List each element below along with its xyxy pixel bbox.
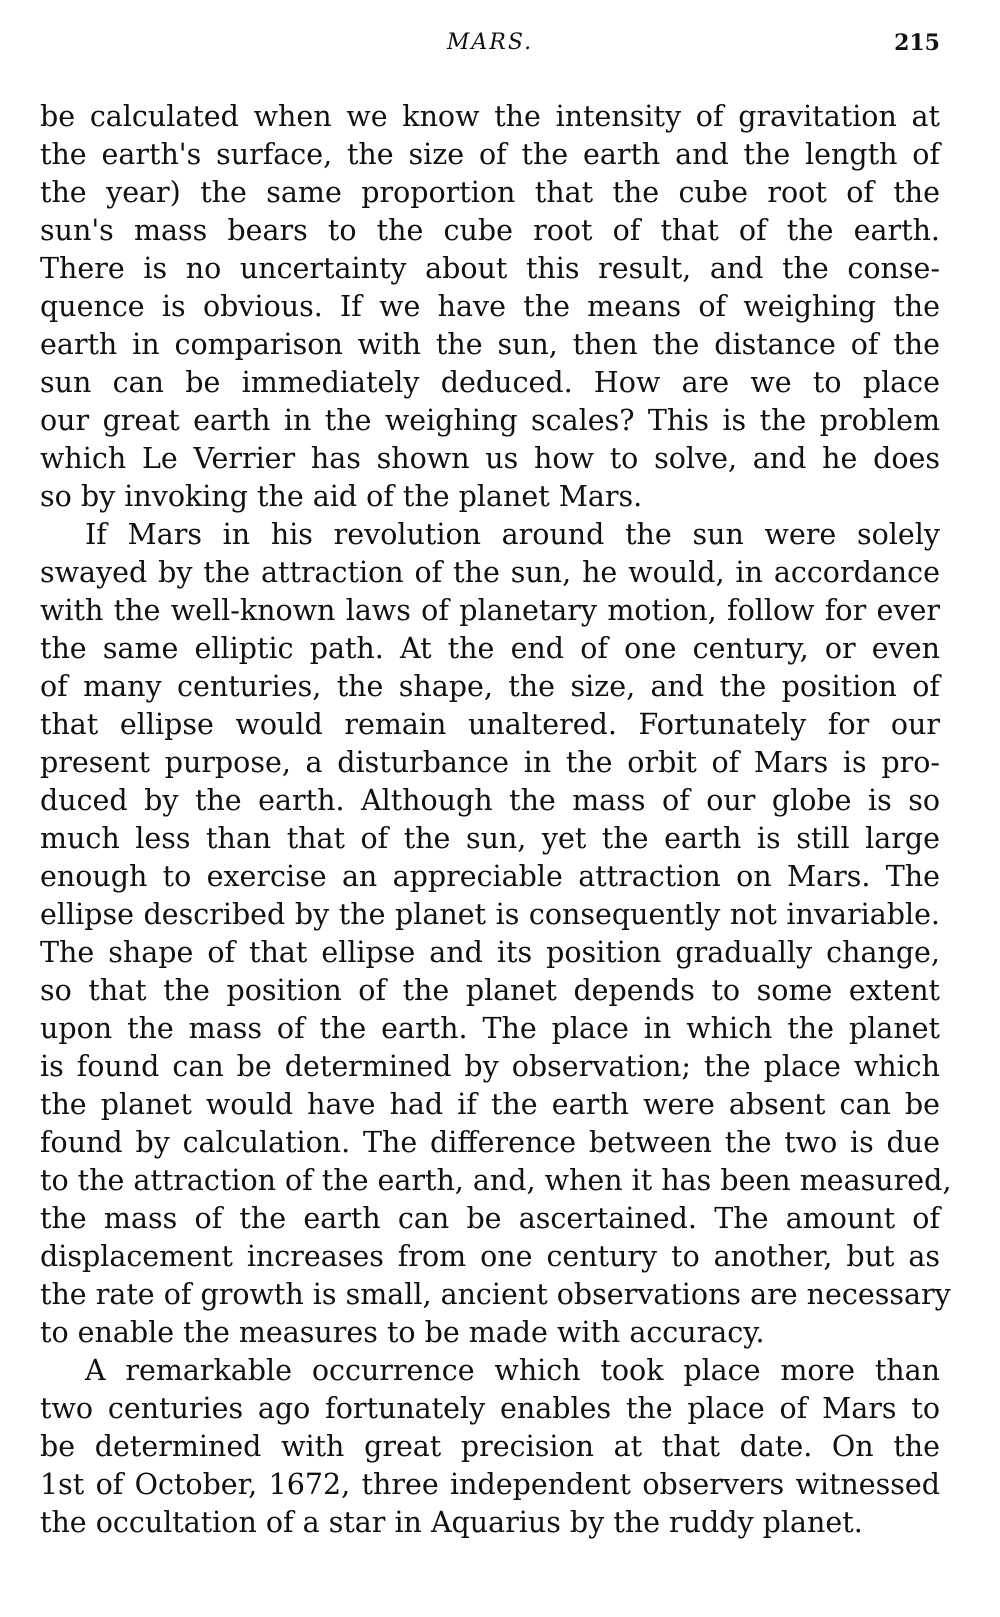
page-number: 215: [894, 30, 940, 56]
paragraph: [40, 1352, 940, 1542]
text-line: that ellipse would remain unaltered. Fortunately for our: [40, 708, 940, 741]
paragraph: [40, 516, 952, 1352]
text-line: be determined with great precision at that date. On the: [40, 1430, 940, 1463]
text-line: to the attraction of the earth, and, when it has been measured,: [40, 1164, 952, 1197]
text-line: so that the position of the planet depends to some extent: [40, 974, 940, 1007]
text-line: swayed by the attraction of the sun, he would, in accordance: [40, 556, 940, 589]
text-line: duced by the earth. Although the mass of our globe is so: [40, 784, 940, 817]
text-line: 1st of October, 1672, three independent observers witnessed: [40, 1468, 940, 1501]
text-line: There is no uncertainty about this result, and the conse-: [40, 252, 940, 285]
text-line: two centuries ago fortunately enables the place of Mars to: [40, 1392, 940, 1425]
text-line: be calculated when we know the intensity of gravitation at: [40, 100, 940, 133]
text-line: the same elliptic path. At the end of one century, or even: [40, 632, 940, 665]
text-line: The shape of that ellipse and its position gradually change,: [40, 936, 940, 969]
text-line: sun's mass bears to the cube root of that of the earth.: [40, 214, 940, 247]
text-line: earth in comparison with the sun, then the distance of the: [40, 328, 940, 361]
text-line: which Le Verrier has shown us how to solve, and he does: [40, 442, 940, 475]
text-line: displacement increases from one century to another, but as: [40, 1240, 940, 1273]
text-line: of many centuries, the shape, the size, and the position of: [40, 670, 940, 703]
text-line: enough to exercise an appreciable attraction on Mars. The: [40, 860, 940, 893]
text-line: our great earth in the weighing scales? This is the problem: [40, 404, 940, 437]
text-line: If Mars in his revolution around the sun were solely: [85, 518, 940, 551]
paragraph: [40, 98, 940, 516]
text-line: to enable the measures to be made with accuracy.: [40, 1316, 765, 1349]
text-line: A remarkable occurrence which took place more than: [85, 1354, 940, 1387]
text-line: so by invoking the aid of the planet Mars.: [40, 480, 643, 513]
running-title: MARS.: [446, 30, 534, 55]
text-line: sun can be immediately deduced. How are we to place: [40, 366, 940, 399]
text-line: much less than that of the sun, yet the earth is still large: [40, 822, 940, 855]
running-head: [40, 30, 940, 70]
text-line: with the well-known laws of planetary motion, follow for ever: [40, 594, 940, 627]
text-line: quence is obvious. If we have the means of weighing the: [40, 290, 940, 323]
text-line: the occultation of a star in Aquarius by the ruddy planet.: [40, 1506, 863, 1539]
body-text: [40, 98, 952, 1542]
text-line: upon the mass of the earth. The place in which the planet: [40, 1012, 940, 1045]
text-line: the rate of growth is small, ancient observations are necessary: [40, 1278, 951, 1311]
text-line: ellipse described by the planet is consequently not invariable.: [40, 898, 940, 931]
text-line: the planet would have had if the earth were absent can be: [40, 1088, 940, 1121]
text-line: is found can be determined by observation; the place which: [40, 1050, 940, 1083]
text-line: the mass of the earth can be ascertained. The amount of: [40, 1202, 940, 1235]
text-line: present purpose, a disturbance in the orbit of Mars is pro-: [40, 746, 940, 779]
text-line: the year) the same proportion that the cube root of the: [40, 176, 940, 209]
text-line: found by calculation. The difference between the two is due: [40, 1126, 940, 1159]
text-line: the earth's surface, the size of the earth and the length of: [40, 138, 940, 171]
